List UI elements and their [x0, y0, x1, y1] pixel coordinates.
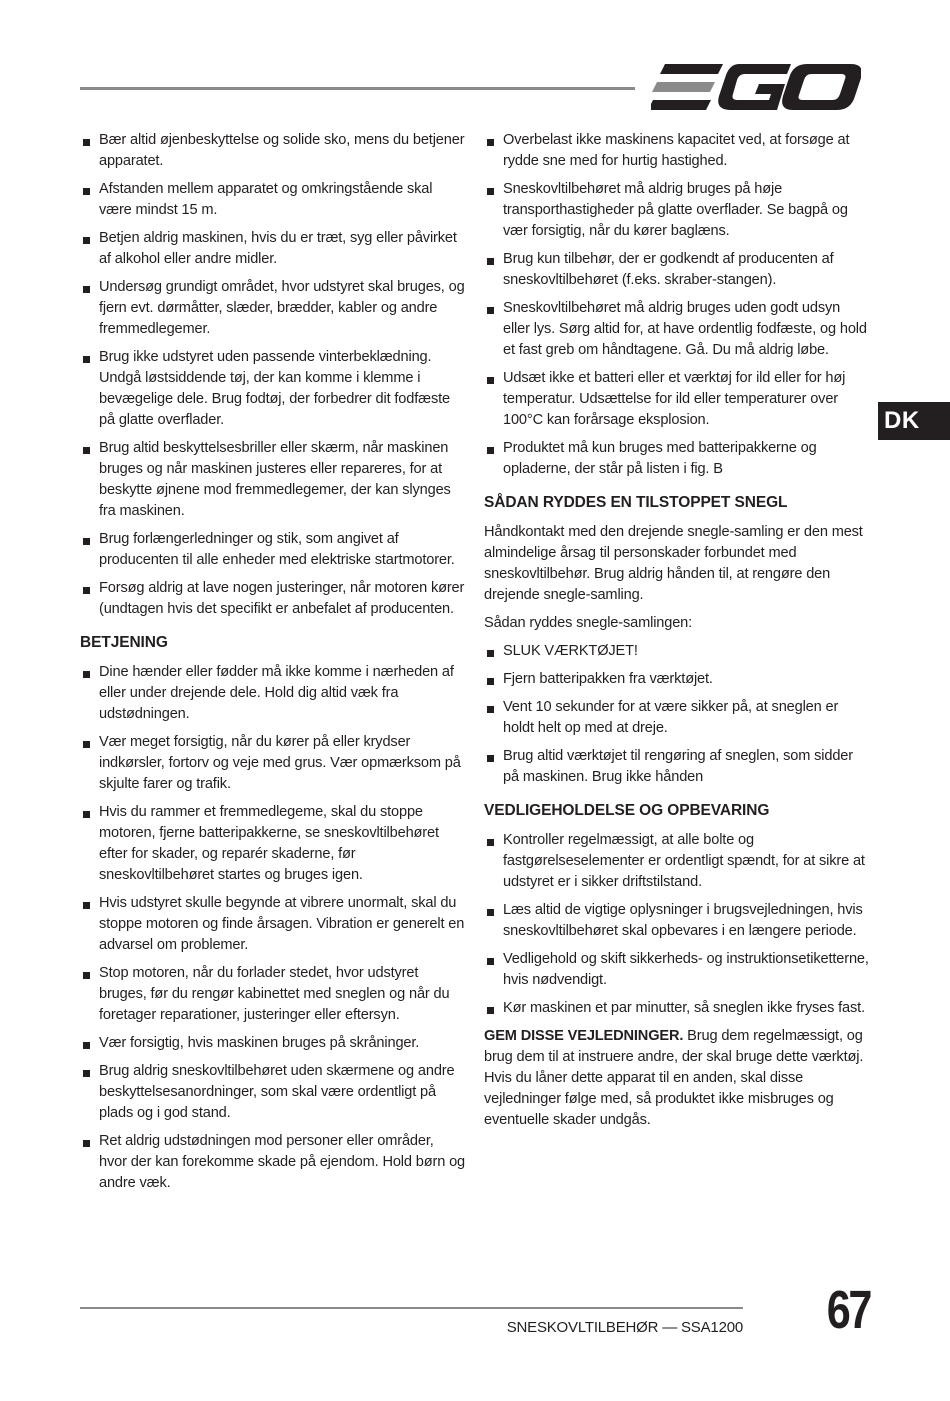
header-rule — [80, 87, 635, 90]
list-item: Vent 10 sekunder for at være sikker på, at sneglen er holdt helt op med at dreje. — [484, 697, 869, 739]
right-column — [484, 130, 869, 1138]
safety-list-general — [80, 130, 465, 620]
list-item: Brug altid beskyttelsesbriller eller skærm, når maskinen bruges og når maskinen justeres eller repareres, for at beskytte øjnene mod fremmedlegemer, der kan slynges fra maskinen. — [80, 438, 465, 522]
list-item: Overbelast ikke maskinens kapacitet ved, at forsøge at rydde sne med for hurtig hastighed. — [484, 130, 869, 172]
ego-logo — [651, 62, 861, 112]
list-item: Hvis udstyret skulle begynde at vibrere unormalt, skal du stoppe motoren og finde årsagen. Vibration er generelt en advarsel om problemer. — [80, 893, 465, 956]
list-item: Kontroller regelmæssigt, at alle bolte og fastgørelseselementer er ordentligt spændt, for at sikre at udstyret er i sikker driftstilstand. — [484, 830, 869, 893]
save-instructions-lead: GEM DISSE VEJLEDNINGER. — [484, 1028, 684, 1044]
footer-product-name: SNESKOVLTILBEHØR — SSA1200 — [506, 1319, 743, 1336]
list-item: Stop motoren, når du forlader stedet, hvor udstyret bruges, før du rengør kabinettet med sneglen og når du foretager reparationer, justeringer eller eftersyn. — [80, 963, 465, 1026]
list-item: Kør maskinen et par minutter, så sneglen ikke fryses fast. — [484, 998, 869, 1019]
section-heading-vedligehold: VEDLIGEHOLDELSE OG OPBEVARING — [484, 802, 770, 819]
snegl-steps-list — [484, 641, 869, 788]
footer-rule — [80, 1307, 743, 1309]
language-tab-dk: DK — [878, 402, 950, 440]
list-item: Brug forlængerledninger og stik, som angivet af producenten til alle enheder med elektriske startmotorer. — [80, 529, 465, 571]
list-item: Brug aldrig sneskovltilbehøret uden skærmene og andre beskyttelsesanordninger, som skal være ordentligt på plads og i god stand. — [80, 1061, 465, 1124]
list-item: Betjen aldrig maskinen, hvis du er træt, syg eller påvirket af alkohol eller andre midler. — [80, 228, 465, 270]
snegl-paragraph: Håndkontakt med den drejende snegle-samling er den mest almindelige årsag til personskader forbundet med sneskovltilbehør. Brug aldrig hånden til, at rengøre den drejende snegle-samling. — [484, 524, 863, 603]
list-item: Udsæt ikke et batteri eller et værktøj for ild eller for høj temperatur. Udsættelse for ild eller temperaturer over 100°C kan forårsage eksplosion. — [484, 368, 869, 431]
list-item: Bær altid øjenbeskyttelse og solide sko, mens du betjener apparatet. — [80, 130, 465, 172]
list-item: Produktet må kun bruges med batteripakkerne og opladerne, der står på listen i fig. B — [484, 438, 869, 480]
list-item: Brug kun tilbehør, der er godkendt af producenten af sneskovltilbehøret (f.eks. skraber-stangen). — [484, 249, 869, 291]
section-heading-betjening: BETJENING — [80, 634, 168, 651]
list-item: Ret aldrig udstødningen mod personer eller områder, hvor der kan forekomme skade på ejendom. Hold børn og andre væk. — [80, 1131, 465, 1194]
list-item: Afstanden mellem apparatet og omkringstående skal være mindst 15 m. — [80, 179, 465, 221]
list-item: Fjern batteripakken fra værktøjet. — [484, 669, 869, 690]
list-item: Forsøg aldrig at lave nogen justeringer, når motoren kører (undtagen hvis det specifikt er anbefalet af producenten. — [80, 578, 465, 620]
save-instructions-paragraph — [484, 1026, 869, 1131]
list-item: Brug altid værktøjet til rengøring af sneglen, som sidder på maskinen. Brug ikke hånden — [484, 746, 869, 788]
safety-list-continued — [484, 130, 869, 480]
operation-list — [80, 662, 465, 1194]
list-item: SLUK VÆRKTØJET! — [484, 641, 869, 662]
list-item: Brug ikke udstyret uden passende vinterbeklædning. Undgå løstsiddende tøj, der kan komme i klemme i bevægelige dele. Brug fodtøj, der forbedrer dit fodfæste på glatte overflader. — [80, 347, 465, 431]
section-heading-snegl: SÅDAN RYDDES EN TILSTOPPET SNEGL — [484, 494, 788, 511]
list-item: Vær forsigtig, hvis maskinen bruges på skråninger. — [80, 1033, 465, 1054]
list-item: Vedligehold og skift sikkerheds- og instruktionsetiketterne, hvis nødvendigt. — [484, 949, 869, 991]
list-item: Undersøg grundigt området, hvor udstyret skal bruges, og fjern evt. dørmåtter, slæder, brædder, kabler og andre fremmedlegemer. — [80, 277, 465, 340]
maintenance-list — [484, 830, 869, 1019]
list-item: Læs altid de vigtige oplysninger i brugsvejledningen, hvis sneskovltilbehøret skal opbevares i en længere periode. — [484, 900, 869, 942]
snegl-intro: Sådan ryddes snegle-samlingen: — [484, 615, 693, 631]
list-item: Dine hænder eller fødder må ikke komme i nærheden af eller under drejende dele. Hold dig altid væk fra udstødningen. — [80, 662, 465, 725]
list-item: Sneskovltilbehøret må aldrig bruges uden godt udsyn eller lys. Sørg altid for, at have ordentlig fodfæste, og hold et fast greb om håndtagene. Gå. Du må aldrig løbe. — [484, 298, 869, 361]
list-item: Sneskovltilbehøret må aldrig bruges på høje transporthastigheder på glatte overflader. Se bagpå og vær forsigtig, når du kører baglæns. — [484, 179, 869, 242]
page-number: 67 — [826, 1280, 870, 1340]
save-instructions-text: Brug dem regelmæssigt, og brug dem til at instruere andre, der skal bruge dette værktøj. Hvis du låner dette apparat til en anden, skal disse vejledninger følge med, så produktet ikke misbruges og eventuelle skader undgås. — [484, 1028, 864, 1128]
list-item: Hvis du rammer et fremmedlegeme, skal du stoppe motoren, fjerne batteripakkerne, se sneskovltilbehøret efter for skader, og reparér skaderne, før sneskovltilbehøret startes og bruges igen. — [80, 802, 465, 886]
list-item: Vær meget forsigtig, når du kører på eller krydser indkørsler, fortorv og veje med grus. Vær opmærksom på skjulte farer og trafik. — [80, 732, 465, 795]
left-column — [80, 130, 465, 1201]
